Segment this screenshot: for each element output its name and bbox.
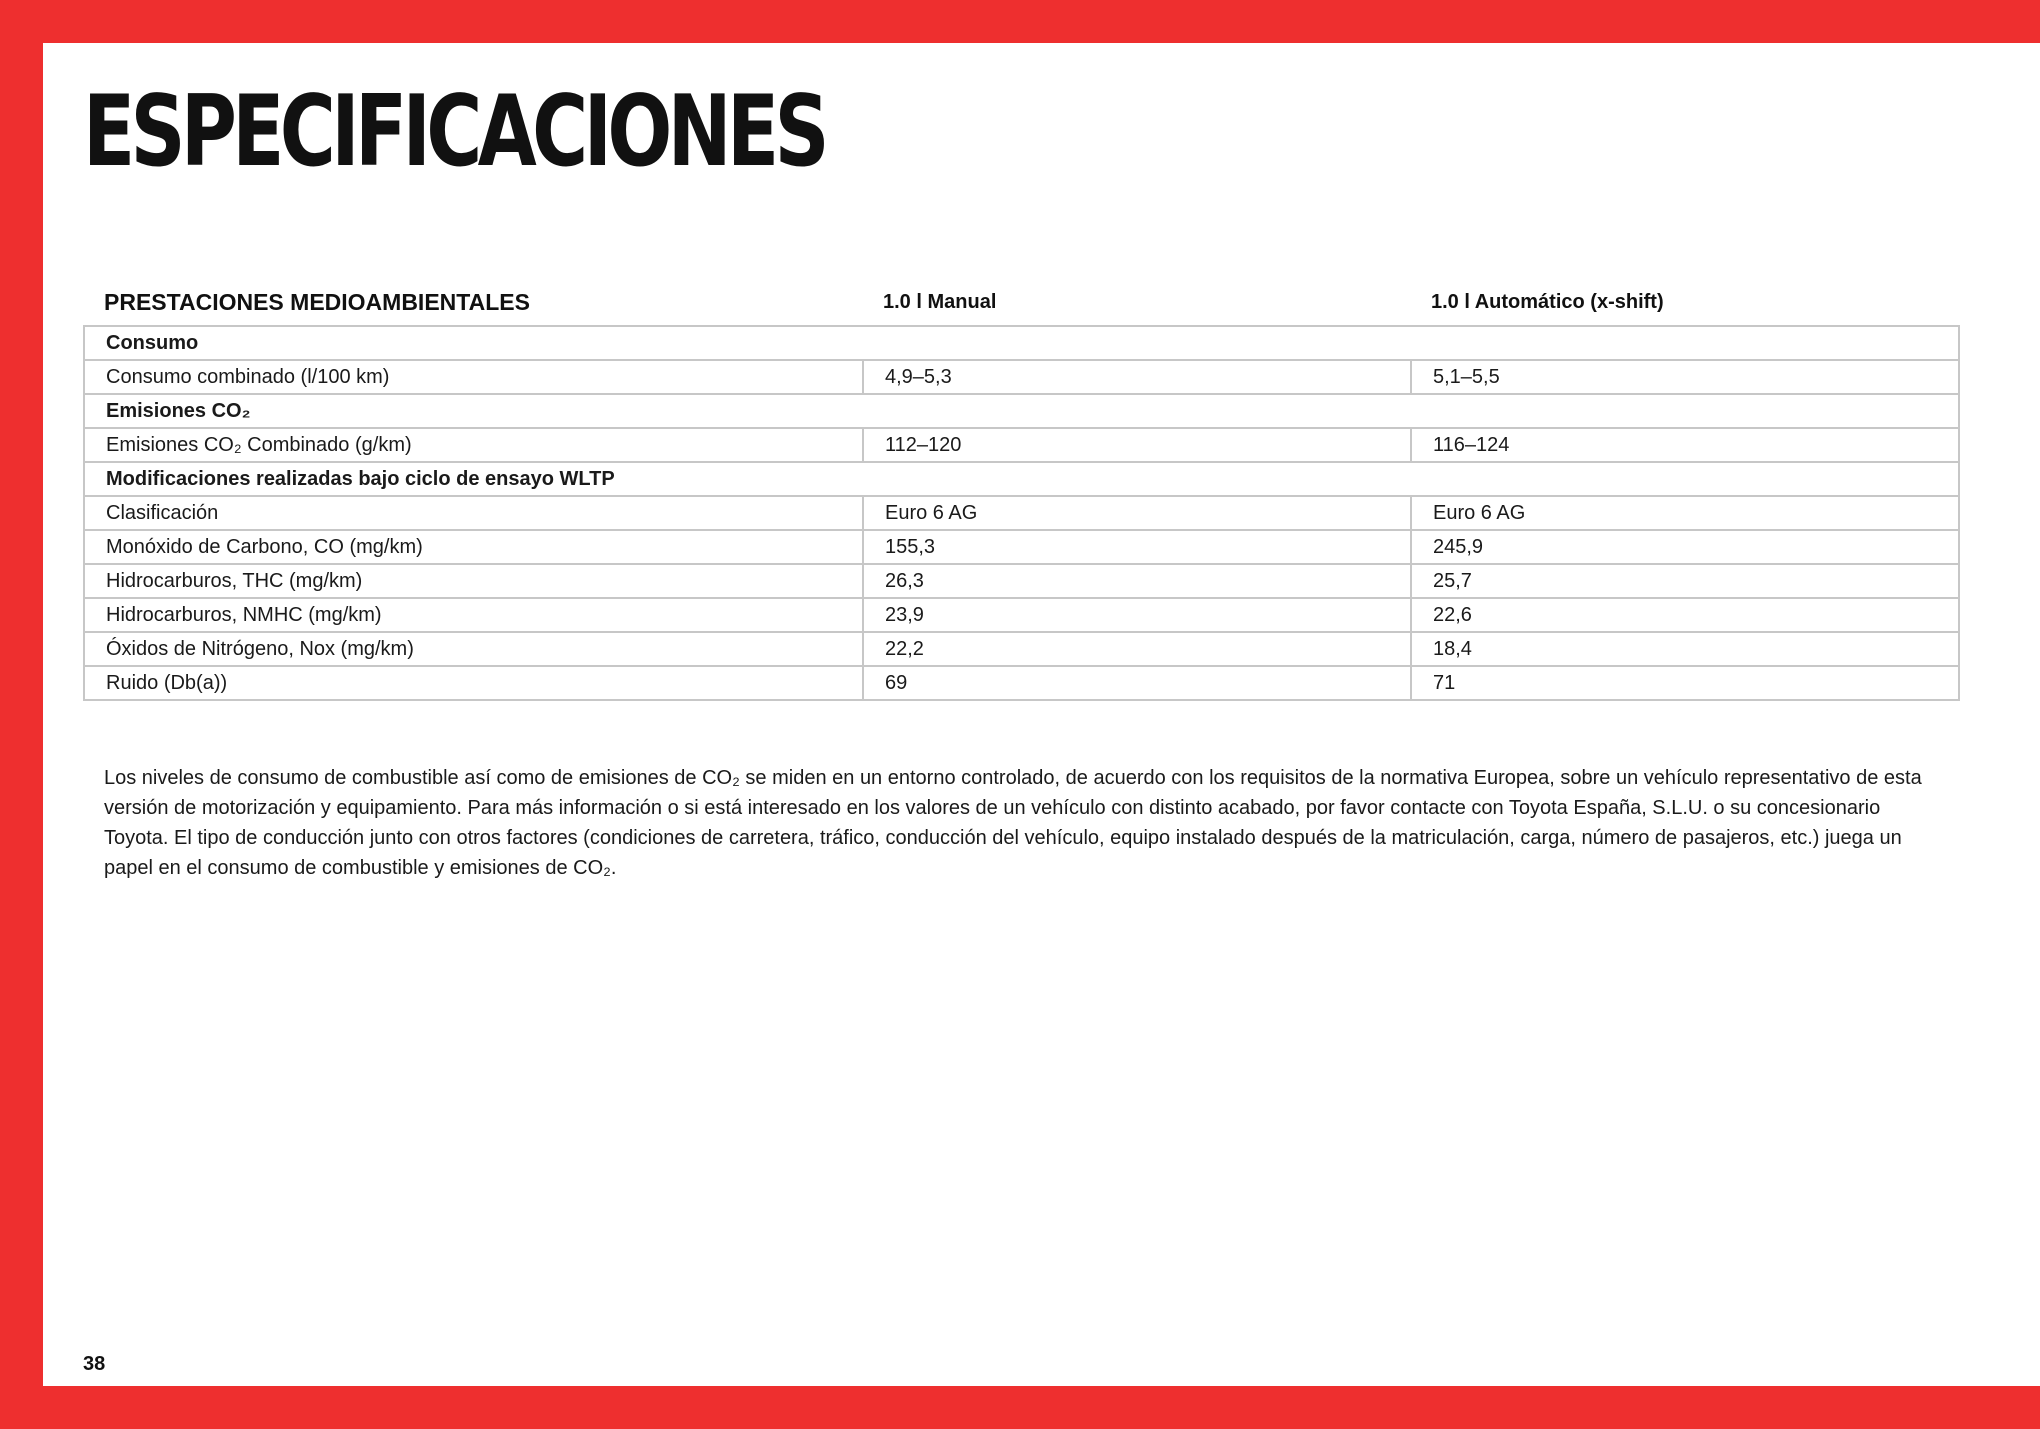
table-section-row <box>84 462 1959 496</box>
table-header-category: PRESTACIONES MEDIOAMBIENTALES <box>104 288 530 315</box>
value-automatic: 22,6 <box>1411 598 1959 632</box>
page-title: ESPECIFICACIONES <box>83 75 825 189</box>
value-automatic: 245,9 <box>1411 530 1959 564</box>
value-manual: 26,3 <box>863 564 1411 598</box>
table-row <box>84 666 1959 700</box>
table-section-row <box>84 394 1959 428</box>
table-row <box>84 428 1959 462</box>
page-number: 38 <box>83 1353 106 1375</box>
row-label: Emisiones CO₂ Combinado (g/km) <box>84 428 863 462</box>
row-label: Hidrocarburos, NMHC (mg/km) <box>84 598 863 632</box>
value-manual: 155,3 <box>863 530 1411 564</box>
table-row <box>84 632 1959 666</box>
value-automatic: 116–124 <box>1411 428 1959 462</box>
table-section-row <box>84 326 1959 360</box>
table-header-row <box>83 279 2001 325</box>
table-row <box>84 530 1959 564</box>
section-title: Modificaciones realizadas bajo ciclo de ensayo WLTP <box>84 462 1959 496</box>
table-row <box>84 496 1959 530</box>
value-automatic: 5,1–5,5 <box>1411 360 1959 394</box>
value-automatic: 18,4 <box>1411 632 1959 666</box>
footnote: Los niveles de consumo de combustible así como de emisiones de CO₂ se miden en un entorno controlado, de acuerdo con los requisitos de la normativa Europea, sobre un vehículo representativo de esta versión de motorización y equipamiento. Para más información o si está interesado en los valores de un vehículo con distinto acabado, por favor contacte con Toyota España, S.L.U. o su concesionario Toyota. El tipo de conducción junto con otros factores (condiciones de carretera, tráfico, conducción del vehículo, equipo instalado después de la matriculación, carga, número de pasajeros, etc.) juega un papel en el consumo de combustible y emisiones de CO₂. <box>104 767 1922 879</box>
row-label: Consumo combinado (l/100 km) <box>84 360 863 394</box>
section-title: Consumo <box>84 326 1959 360</box>
page <box>43 43 2040 1386</box>
specs-table-body <box>84 326 1959 700</box>
value-automatic: Euro 6 AG <box>1411 496 1959 530</box>
specs-table-container <box>83 279 2001 701</box>
specs-table <box>83 325 1960 701</box>
table-row <box>84 564 1959 598</box>
value-manual: 4,9–5,3 <box>863 360 1411 394</box>
table-header-manual: 1.0 l Manual <box>883 290 997 313</box>
table-row <box>84 598 1959 632</box>
section-title: Emisiones CO₂ <box>84 394 1959 428</box>
row-label: Clasificación <box>84 496 863 530</box>
value-manual: 23,9 <box>863 598 1411 632</box>
value-automatic: 71 <box>1411 666 1959 700</box>
row-label: Monóxido de Carbono, CO (mg/km) <box>84 530 863 564</box>
value-automatic: 25,7 <box>1411 564 1959 598</box>
value-manual: 69 <box>863 666 1411 700</box>
table-header-automatic: 1.0 l Automático (x-shift) <box>1431 290 1664 313</box>
value-manual: Euro 6 AG <box>863 496 1411 530</box>
row-label: Hidrocarburos, THC (mg/km) <box>84 564 863 598</box>
table-row <box>84 360 1959 394</box>
row-label: Óxidos de Nitrógeno, Nox (mg/km) <box>84 632 863 666</box>
value-manual: 112–120 <box>863 428 1411 462</box>
value-manual: 22,2 <box>863 632 1411 666</box>
row-label: Ruido (Db(a)) <box>84 666 863 700</box>
